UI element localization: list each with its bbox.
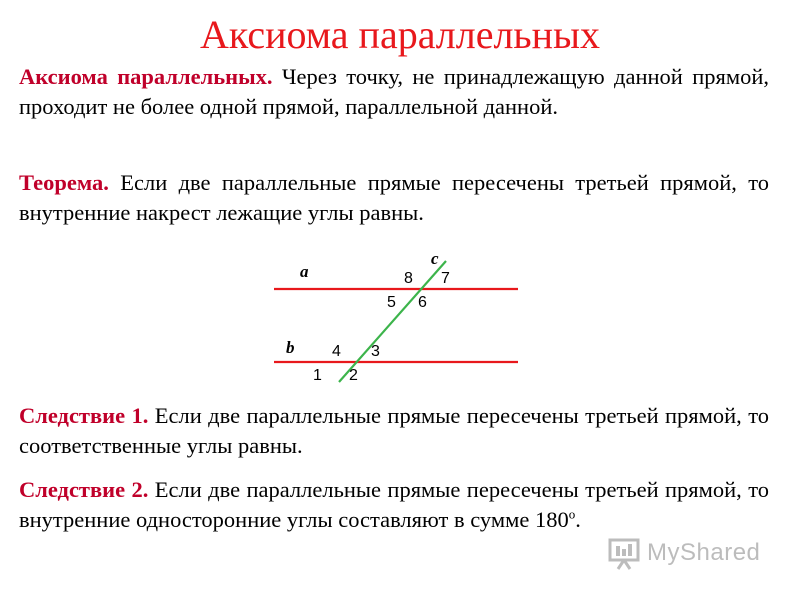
corollary1-paragraph — [19, 401, 769, 461]
corollary2-paragraph — [19, 475, 769, 535]
watermark-text: MyShared — [647, 539, 761, 566]
angle-label-2: 2 — [349, 367, 358, 384]
angle-label-7: 7 — [441, 270, 450, 287]
corollary2-end: . — [575, 507, 581, 532]
corollary2-term: Следствие 2. — [19, 477, 149, 502]
axiom-term: Аксиома параллельных. — [19, 64, 273, 89]
angle-label-3: 3 — [371, 343, 380, 360]
corollary1-term: Следствие 1. — [19, 403, 149, 428]
transversal-c — [339, 261, 446, 382]
angle-label-1: 1 — [313, 367, 322, 384]
parallel-lines-diagram — [270, 246, 525, 386]
angle-label-6: 6 — [418, 294, 427, 311]
angle-label-5: 5 — [387, 294, 396, 311]
corollary2-text: Если две параллельные прямые пересечены третьей прямой, то внутренние односторонние углы составляют в сумме 180 — [19, 477, 769, 532]
angle-label-4: 4 — [332, 343, 341, 360]
line-c-label: c — [431, 249, 439, 268]
page-title: Аксиома параллельных — [200, 12, 600, 57]
theorem-term: Теорема. — [19, 170, 109, 195]
watermark — [607, 538, 767, 570]
theorem-paragraph — [19, 168, 769, 228]
degree-sup: o — [568, 506, 576, 522]
axiom-text: Через точку, не принадлежащую данной прямой, проходит не более одной прямой, параллельной данной. — [19, 64, 769, 119]
theorem-text: Если две параллельные прямые пересечены третьей прямой, то внутренние накрест лежащие углы равны. — [19, 170, 769, 225]
presentation-board-icon — [607, 538, 643, 570]
line-b-label: b — [286, 338, 295, 357]
corollary1-text: Если две параллельные прямые пересечены третьей прямой, то соответственные углы равны. — [19, 403, 769, 458]
angle-label-8: 8 — [404, 270, 413, 287]
line-a-label: a — [300, 262, 309, 281]
axiom-paragraph — [19, 62, 769, 122]
